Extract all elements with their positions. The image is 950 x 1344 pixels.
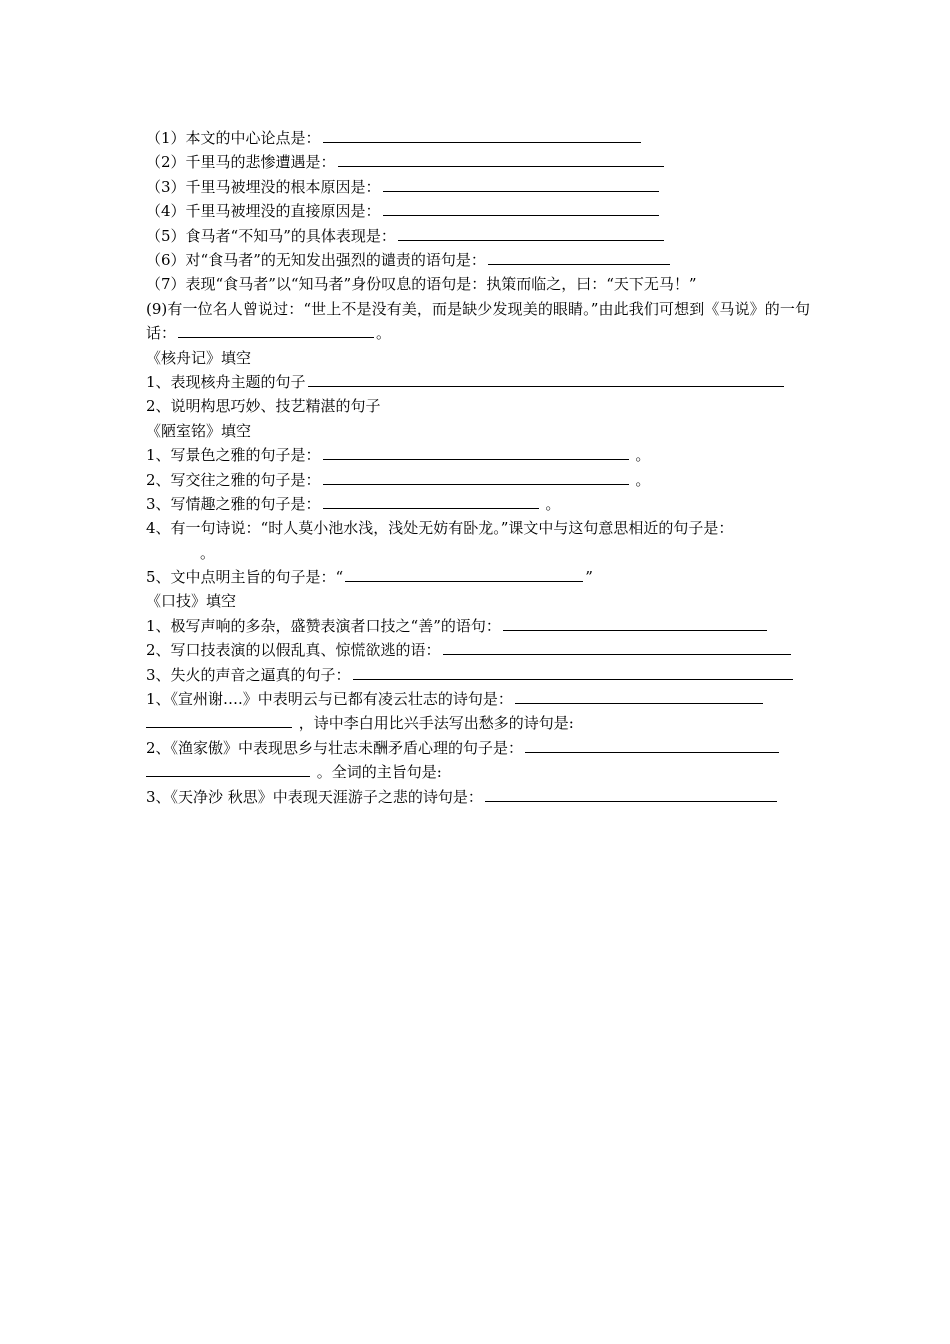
question-text: 4、有一句诗说：“时人莫小池水浅，浅处无妨有卧龙。”课文中与这句意思相近的句子是： <box>146 519 734 538</box>
question-text: 2、写交往之雅的句子是： <box>146 470 321 489</box>
answer-blank[interactable] <box>353 663 793 680</box>
question-text: 1、极写声响的多杂，盛赞表演者口技之“善”的语句： <box>146 616 501 635</box>
period: 。 <box>545 494 561 513</box>
answer-blank[interactable] <box>345 565 583 582</box>
question-kou-3 <box>146 663 810 687</box>
question-text: （4）千里马被埋没的直接原因是： <box>146 202 381 221</box>
question-poem-2-cont <box>146 760 810 784</box>
answer-blank[interactable] <box>503 614 767 631</box>
question-text: 3、失火的声音之逼真的句子： <box>146 665 351 684</box>
question-text: 5、文中点明主旨的句子是：“ <box>146 568 344 587</box>
question-3 <box>146 175 810 199</box>
section-header-he-zhou-ji: 《核舟记》填空 <box>146 348 252 367</box>
question-lou-3 <box>146 492 810 516</box>
question-poem-1-cont <box>146 711 810 735</box>
question-text: 1、写景色之雅的句子是： <box>146 446 321 465</box>
question-lou-2 <box>146 468 810 492</box>
question-5 <box>146 224 810 248</box>
answer-blank[interactable] <box>515 687 763 704</box>
period: 。 <box>635 446 651 465</box>
question-text: 3、写情趣之雅的句子是： <box>146 494 321 513</box>
question-text: 2、《渔家傲》中表现思乡与壮志未酬矛盾心理的句子是： <box>146 738 524 757</box>
question-kou-1 <box>146 614 810 638</box>
question-text: （2）千里马的悲惨遭遇是： <box>146 153 336 172</box>
question-text: 3、《天净沙 秋思》中表现天涯游子之悲的诗句是： <box>146 787 483 806</box>
question-he-1 <box>146 370 810 394</box>
period: 。 <box>200 543 216 562</box>
answer-blank[interactable] <box>323 468 629 485</box>
question-text: 2、说明构思巧妙、技艺精湛的句子 <box>146 397 381 416</box>
question-he-2 <box>146 394 810 418</box>
answer-blank[interactable] <box>443 638 791 655</box>
answer-blank[interactable] <box>146 711 292 728</box>
close-quote: ” <box>585 568 593 587</box>
question-text: 1、表现核舟主题的句子 <box>146 372 306 391</box>
question-kou-2 <box>146 638 810 662</box>
question-lou-4-cont <box>146 541 810 565</box>
question-text: ，诗中李白用比兴手法写出愁多的诗句是: <box>298 714 574 733</box>
answer-blank[interactable] <box>323 126 641 143</box>
question-text: （5）食马者“不知马”的具体表现是： <box>146 226 396 245</box>
question-7 <box>146 272 810 296</box>
answer-blank[interactable] <box>525 736 779 753</box>
question-4 <box>146 199 810 223</box>
question-1 <box>146 126 810 150</box>
answer-blank[interactable] <box>488 248 670 265</box>
question-lou-1 <box>146 443 810 467</box>
answer-blank[interactable] <box>383 199 659 216</box>
question-poem-1 <box>146 687 810 711</box>
period: 。 <box>376 324 392 343</box>
question-text: （6）对“食马者”的无知发出强烈的谴责的语句是： <box>146 250 486 269</box>
answer-blank[interactable] <box>338 150 664 167</box>
answer-blank[interactable] <box>146 760 310 777</box>
question-poem-3 <box>146 785 810 809</box>
worksheet <box>146 126 810 809</box>
question-9 <box>146 297 810 346</box>
answer-blank[interactable] <box>398 224 664 241</box>
answer-blank[interactable] <box>323 443 629 460</box>
question-lou-4 <box>146 516 810 540</box>
section-header-kou-ji: 《口技》填空 <box>146 592 237 611</box>
answer-blank[interactable] <box>485 785 777 802</box>
question-text: （1）本文的中心论点是： <box>146 129 321 147</box>
question-6 <box>146 248 810 272</box>
answer-blank[interactable] <box>383 175 659 192</box>
question-text: (9)有一位名人曾说过：“世上不是没有美，而是缺少发现美的眼睛。”由此我们可想到《马说》的一句话： <box>146 299 810 343</box>
question-text: （7）表现“食马者”以“知马者”身份叹息的语句是：执策而临之，曰：“天下无马！” <box>146 275 697 294</box>
answer-blank[interactable] <box>178 321 374 338</box>
question-text: 。全词的主旨句是: <box>316 763 442 782</box>
answer-blank[interactable] <box>323 492 539 509</box>
section-header-lou-shi-ming: 《陋室铭》填空 <box>146 421 252 440</box>
question-text: 1、《宣州谢….》中表明云与已都有凌云壮志的诗句是： <box>146 690 513 709</box>
question-2 <box>146 150 810 174</box>
question-text: （3）千里马被埋没的根本原因是： <box>146 177 381 196</box>
question-poem-2 <box>146 736 810 760</box>
answer-blank[interactable] <box>308 370 784 387</box>
question-lou-5 <box>146 565 810 589</box>
question-text: 2、写口技表演的以假乱真、惊慌欲逃的语： <box>146 641 441 660</box>
period: 。 <box>635 470 651 489</box>
